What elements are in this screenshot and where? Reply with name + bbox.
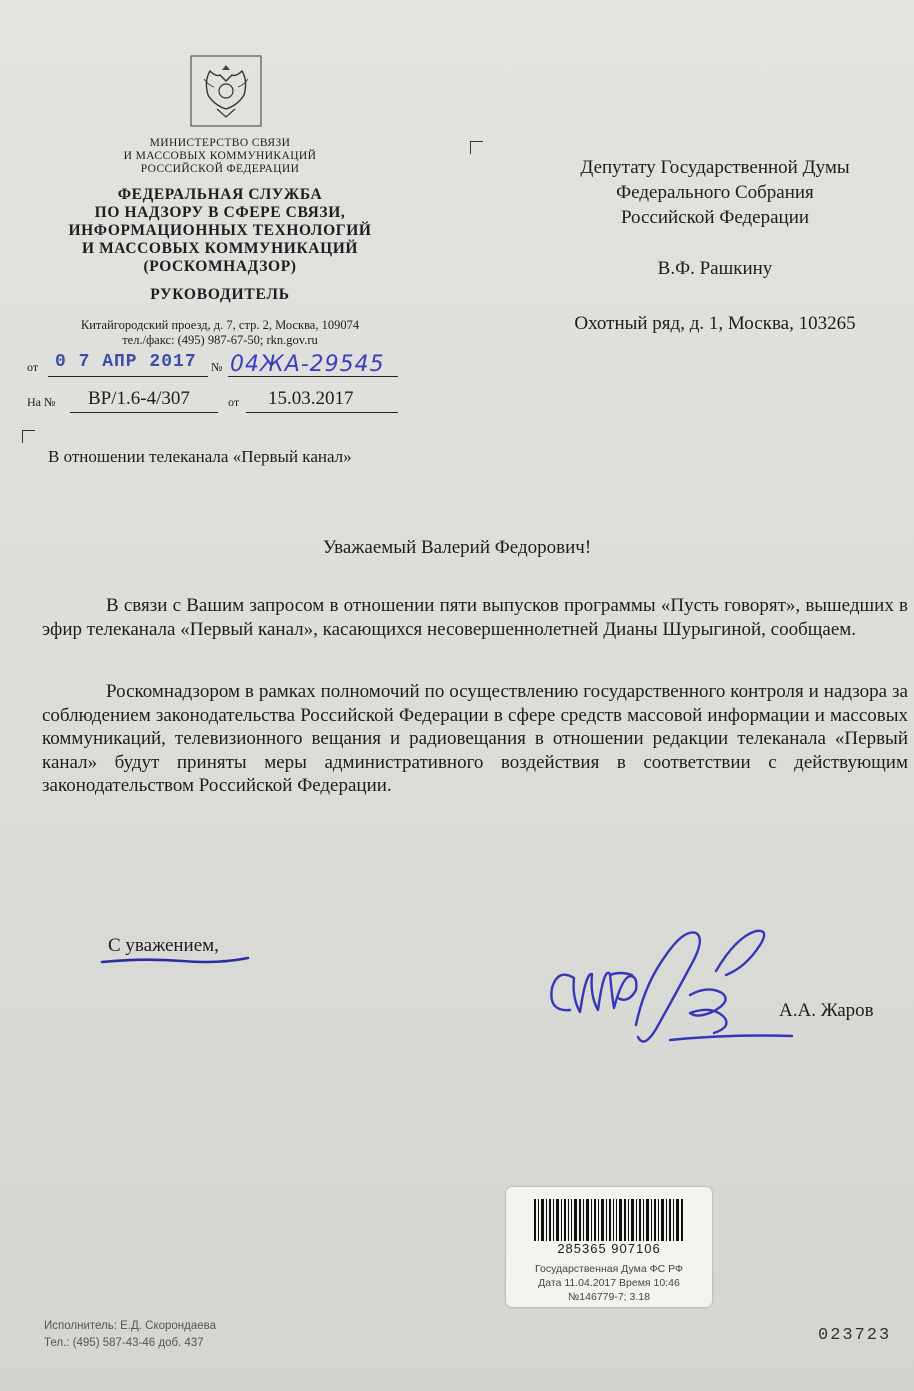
addressee-line: Депутату Государственной Думы xyxy=(580,157,850,178)
date-stamp: 0 7 АПР 2017 xyxy=(55,352,197,372)
number-label: № xyxy=(211,360,223,374)
position-title: РУКОВОДИТЕЛЬ xyxy=(150,286,290,303)
ref-from-label: от xyxy=(228,395,240,409)
closing-phrase: С уважением, xyxy=(108,935,219,956)
service-line: ПО НАДЗОРУ В СФЕРЕ СВЯЗИ, xyxy=(94,204,346,221)
handwritten-signature xyxy=(540,905,800,1080)
barcode-image xyxy=(534,1199,684,1241)
addressee-block xyxy=(520,155,910,230)
recipient-name: В.Ф. Рашкину xyxy=(657,258,773,279)
executor-name: Исполнитель: Е.Д. Скорондаева xyxy=(44,1320,217,1332)
addressee-line: Российской Федерации xyxy=(620,207,810,228)
ref-number: ВР/1.6-4/307 xyxy=(88,388,190,409)
executor-phone: Тел.: (495) 587-43-46 доб. 437 xyxy=(44,1337,204,1349)
ministry-line: МИНИСТЕРСТВО СВЯЗИ xyxy=(149,137,291,149)
service-line: И МАССОВЫХ КОММУНИКАЦИЙ xyxy=(81,240,359,257)
closing-underline-mark xyxy=(100,952,250,968)
signer-name: А.А. Жаров xyxy=(779,1000,874,1021)
ref-date: 15.03.2017 xyxy=(268,388,354,409)
from-label: от xyxy=(27,360,39,374)
ministry-header xyxy=(60,137,380,176)
ministry-line: И МАССОВЫХ КОММУНИКАЦИЙ xyxy=(123,150,317,162)
barcode-number: 285365 907106 xyxy=(557,1241,661,1256)
registration-sticker xyxy=(506,1187,712,1307)
form-serial-number: 023723 xyxy=(818,1326,892,1345)
executor-block xyxy=(44,1318,216,1352)
sender-address xyxy=(25,318,415,348)
outgoing-number: 04ЖА-29545 xyxy=(230,352,385,377)
service-line: ИНФОРМАЦИОННЫХ ТЕХНОЛОГИЙ xyxy=(68,222,372,239)
subject-line: В отношении телеканала «Первый канал» xyxy=(48,447,352,466)
sender-address-line: Китайгородский проезд, д. 7, стр. 2, Москва, 109074 xyxy=(80,318,360,332)
addressee-line: Федерального Собрания xyxy=(616,182,814,203)
coat-of-arms-emblem xyxy=(190,55,262,127)
salutation: Уважаемый Валерий Федорович! xyxy=(322,537,592,558)
service-name xyxy=(25,186,415,276)
address-corner-mark xyxy=(470,141,483,154)
subject-corner-mark xyxy=(22,430,35,443)
body-paragraph-1: В связи с Вашим запросом в отношении пяти выпусков программы «Пусть говорят», вышедших в эфир телеканала «Первый канал», касающихся несовершеннолетней Дианы Шурыгиной, сообщаем. xyxy=(42,595,908,640)
sender-contact-line: тел./факс: (495) 987-67-50; rkn.gov.ru xyxy=(122,333,318,347)
sticker-date: Дата 11.04.2017 Время 10:46 xyxy=(538,1277,680,1289)
service-line: ФЕДЕРАЛЬНАЯ СЛУЖБА xyxy=(117,186,323,203)
ref-label: На № xyxy=(27,395,56,409)
service-line: (РОСКОМНАДЗОР) xyxy=(143,258,297,275)
body-paragraph-2: Роскомнадзором в рамках полномочий по осуществлению государственного контроля и надзора за соблюдением законодательства Российской Федерации в сфере средств массовой информации и массовых коммуникаций, телевизионного вещания и радиовещания в отношении редакции телеканала «Первый канал» будут приняты меры административного воздействия в соответствии с действующим законодательством Российской Федерации. xyxy=(42,681,908,797)
sticker-org: Государственная Дума ФС РФ xyxy=(535,1263,683,1275)
recipient-address: Охотный ряд, д. 1, Москва, 103265 xyxy=(574,313,856,334)
ministry-line: РОССИЙСКОЙ ФЕДЕРАЦИИ xyxy=(140,163,300,175)
sticker-number: №146779-7; 3.18 xyxy=(568,1291,650,1303)
